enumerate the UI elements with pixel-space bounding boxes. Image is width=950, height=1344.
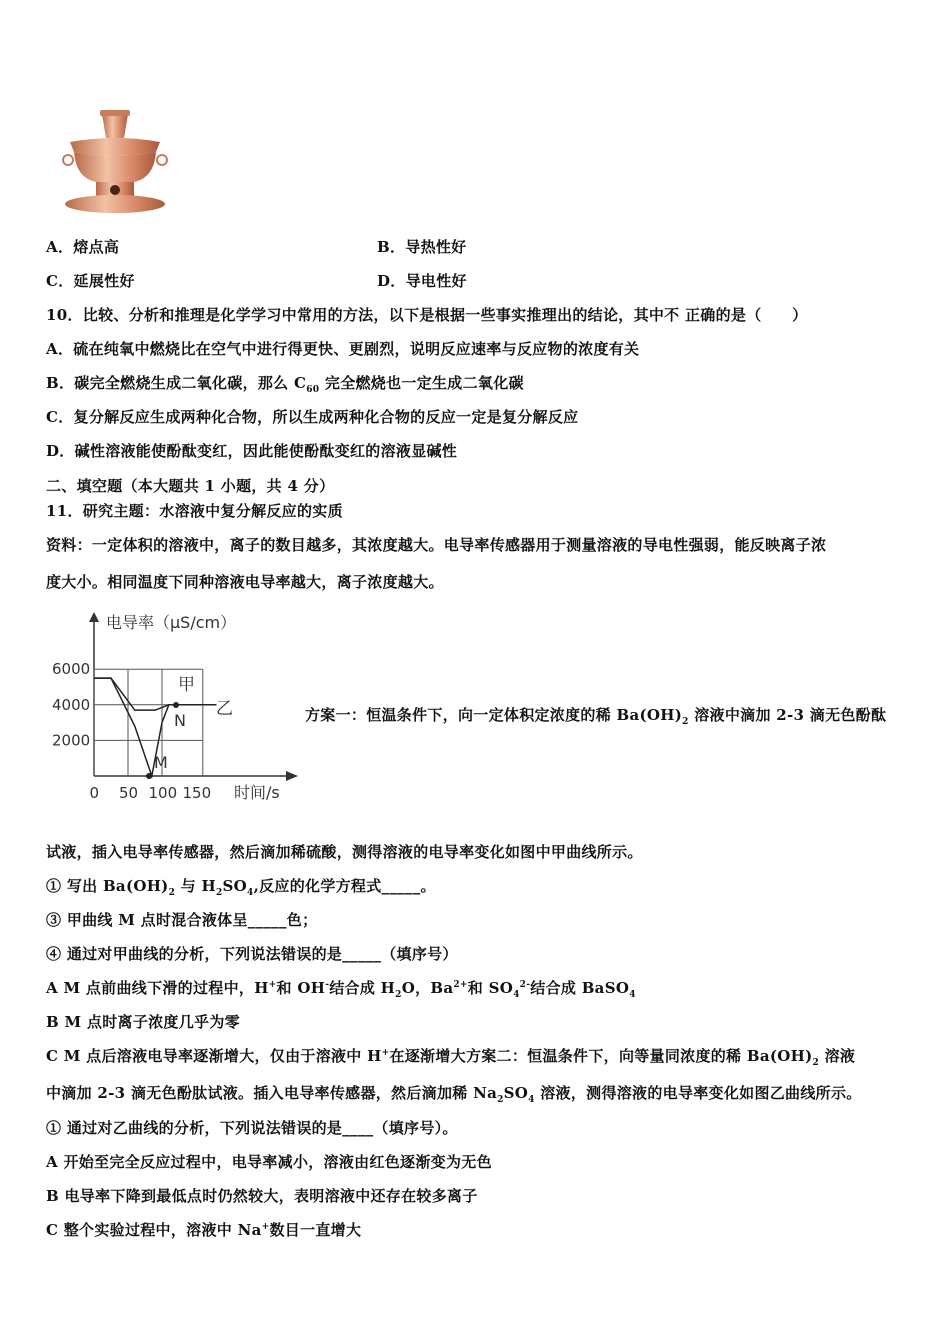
q10-option-a: A．硫在纯氧中燃烧比在空气中进行得更快、更剧烈，说明反应速率与反应物的浓度有关 [46, 340, 640, 358]
sub-question-1: ① 写出 $Ba(OH)_2$ 与 $H_2SO_4$,反应的化学方程式_____。 [46, 877, 436, 898]
q9-option-a: A．熔点高 [46, 238, 120, 256]
q11-title: 11．研究主题：水溶液中复分解反应的实质 [46, 502, 343, 520]
sub-question-4-option-a: A M 点前曲线下滑的过程中，H+和 OH-结合成 $H_2O$，$Ba^{2+}$和 $SO_4^{2-}$结合成 BaSO$_4$ [46, 979, 636, 1000]
point-n [173, 702, 179, 708]
point-m [146, 773, 152, 779]
x-tick-label: 0 [89, 784, 100, 802]
q11-info-line-2: 度大小。相同温度下同种溶液电导率越大，离子浓度越大。 [46, 573, 444, 591]
q9-option-c: C．延展性好 [46, 272, 135, 290]
q10-option-c: C．复分解反应生成两种化合物，所以生成两种化合物的反应一定是复分解反应 [46, 408, 579, 426]
x-tick-label: 100 [148, 784, 178, 802]
y-tick-label: 6000 [52, 660, 91, 679]
label-yi: 乙 [216, 699, 233, 719]
q11-info-line-1: 资料：一定体积的溶液中，离子的数目越多，其浓度越大。电导率传感器用于测量溶液的导电性强弱，能反映离子浓 [46, 536, 827, 554]
plan1-line-b: 试液，插入电导率传感器，然后滴加稀硫酸，测得溶液的电导率变化如图中甲曲线所示。 [46, 843, 643, 861]
plan2-line: 中滴加 2-3 滴无色酚肽试液。插入电导率传感器，然后滴加稀 $Na_2SO_4$ 溶液，测得溶液的电导率变化如图乙曲线所示。 [46, 1084, 862, 1105]
q9-option-d: D．导电性好 [377, 272, 467, 290]
x-tick-label: 150 [182, 784, 212, 802]
plan2-option-b: B 电导率下降到最低点时仍然较大，表明溶液中还存在较多离子 [46, 1187, 478, 1205]
plan2-question: ① 通过对乙曲线的分析，下列说法错误的是____（填序号）。 [46, 1119, 458, 1137]
sub-question-4: ④ 通过对甲曲线的分析，下列说法错误的是_____（填序号） [46, 945, 458, 963]
copper-hotpot-image [56, 108, 174, 216]
q10-option-b: B．碳完全燃烧生成二氧化碳，那么 $C_{60}$ 完全燃烧也一定生成二氧化碳 [46, 374, 524, 395]
y-axis-label: 电导率（μS/cm） [106, 613, 237, 632]
conductivity-chart [46, 606, 302, 806]
y-axis-arrow [89, 612, 99, 622]
section-heading: 二、填空题（本大题共 1 小题，共 4 分） [46, 477, 335, 495]
q10-option-d: D．碱性溶液能使酚酞变红，因此能使酚酞变红的溶液显碱性 [46, 442, 458, 460]
plan2-option-a: A 开始至完全反应过程中，电导率减小，溶液由红色逐渐变为无色 [46, 1153, 492, 1171]
x-tick-label: 50 [119, 784, 139, 802]
sub-question-3: ③ 甲曲线 M 点时混合液体呈_____色； [46, 911, 318, 929]
q9-option-b: B．导热性好 [377, 238, 467, 256]
series-line-yi [94, 678, 216, 710]
x-axis-arrow [286, 771, 298, 781]
sub-question-4-option-c: C M 点后溶液电导率逐渐增大，仅由于溶液中 H+在逐渐增大方案二：恒温条件下，向等量同浓度的稀 $Ba(OH)_2$ 溶液 [46, 1047, 856, 1068]
label-m: M [154, 753, 168, 772]
y-tick-label: 4000 [52, 695, 91, 714]
sub-question-4-option-b: B M 点时离子浓度几乎为零 [46, 1013, 240, 1031]
label-jia: 甲 [178, 675, 195, 695]
plan1-line-a: 方案一：恒温条件下，向一定体积定浓度的稀 $Ba(OH)_2$ 溶液中滴加 2-3 滴无色酚酞 [305, 706, 887, 727]
y-tick-label: 2000 [52, 731, 91, 750]
plan2-option-c: C 整个实验过程中，溶液中 Na+数目一直增大 [46, 1221, 362, 1239]
x-axis-label: 时间/s [234, 783, 280, 802]
label-n: N [174, 711, 186, 730]
q10-stem: 10．比较、分析和推理是化学学习中常用的方法，以下是根据一些事实推理出的结论，其中不 正确的是（ ） [46, 306, 808, 324]
